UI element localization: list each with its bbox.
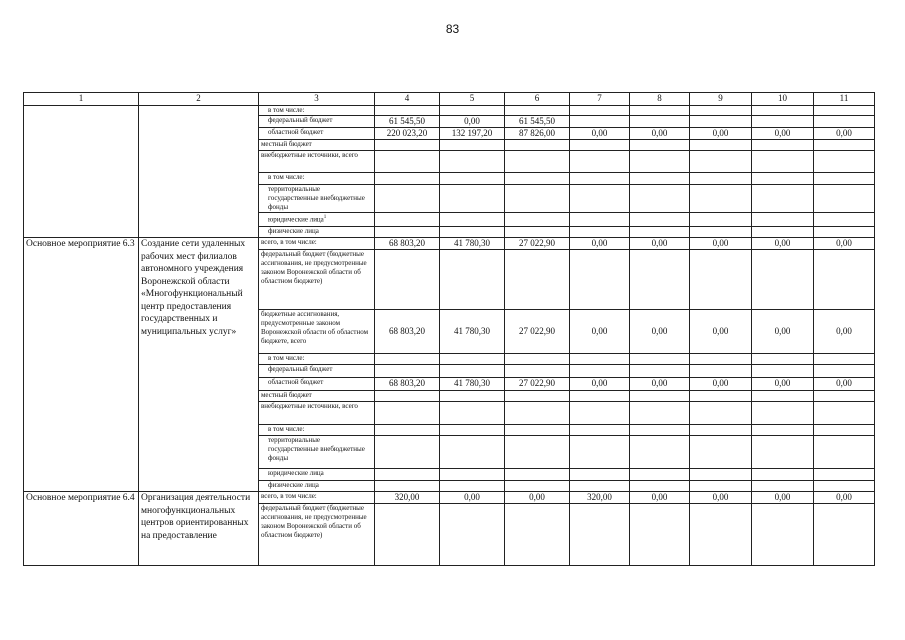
value-cell	[505, 425, 570, 436]
value-cell	[814, 354, 875, 365]
value-cell	[440, 185, 505, 213]
funding-source: внебюджетные источники, всего	[259, 402, 375, 425]
funding-source: всего, в том числе:	[259, 238, 375, 250]
funding-source: внебюджетные источники, всего	[259, 151, 375, 173]
value-cell	[440, 227, 505, 238]
value-cell	[814, 106, 875, 116]
value-cell	[505, 173, 570, 185]
value-cell	[375, 365, 440, 378]
value-cell	[630, 425, 690, 436]
value-cell: 0,00	[814, 310, 875, 354]
value-cell	[505, 391, 570, 402]
value-cell	[505, 354, 570, 365]
value-cell	[752, 250, 814, 310]
value-cell	[505, 151, 570, 173]
funding-source: местный бюджет	[259, 140, 375, 151]
value-cell	[752, 402, 814, 425]
measure-name: Основное мероприятие 6.3	[24, 238, 139, 492]
value-cell	[440, 213, 505, 227]
value-cell	[630, 227, 690, 238]
value-cell	[505, 185, 570, 213]
value-cell	[505, 365, 570, 378]
value-cell	[505, 436, 570, 469]
value-cell: 320,00	[570, 492, 630, 504]
value-cell	[440, 469, 505, 481]
value-cell: 0,00	[752, 492, 814, 504]
value-cell: 0,00	[690, 378, 752, 391]
budget-table	[23, 92, 875, 566]
value-cell: 27 022,90	[505, 238, 570, 250]
value-cell	[375, 402, 440, 425]
value-cell	[814, 425, 875, 436]
value-cell	[570, 213, 630, 227]
value-cell: 0,00	[630, 310, 690, 354]
column-header: 9	[690, 93, 752, 106]
value-cell	[440, 151, 505, 173]
value-cell	[440, 354, 505, 365]
value-cell	[570, 354, 630, 365]
page-number: 83	[445, 22, 460, 36]
funding-source	[259, 213, 375, 227]
value-cell	[570, 391, 630, 402]
value-cell	[440, 481, 505, 492]
value-cell: 220 023,20	[375, 128, 440, 140]
table-row	[24, 238, 875, 250]
value-cell	[814, 436, 875, 469]
value-cell	[570, 436, 630, 469]
value-cell	[440, 365, 505, 378]
value-cell	[505, 106, 570, 116]
value-cell	[752, 504, 814, 566]
value-cell	[814, 151, 875, 173]
value-cell	[440, 140, 505, 151]
value-cell: 61 545,50	[505, 116, 570, 128]
value-cell	[375, 227, 440, 238]
value-cell	[440, 106, 505, 116]
value-cell: 0,00	[570, 310, 630, 354]
value-cell	[505, 250, 570, 310]
value-cell	[570, 425, 630, 436]
value-cell	[630, 116, 690, 128]
funding-source: в том числе:	[259, 106, 375, 116]
value-cell	[630, 469, 690, 481]
value-cell: 68 803,20	[375, 310, 440, 354]
value-cell	[375, 354, 440, 365]
value-cell	[570, 227, 630, 238]
value-cell	[440, 504, 505, 566]
value-cell: 0,00	[690, 492, 752, 504]
value-cell	[440, 402, 505, 425]
value-cell: 0,00	[630, 492, 690, 504]
value-cell	[752, 365, 814, 378]
funding-source: областной бюджет	[259, 128, 375, 140]
value-cell	[690, 250, 752, 310]
value-cell	[375, 173, 440, 185]
value-cell: 0,00	[690, 310, 752, 354]
column-header: 2	[139, 93, 259, 106]
measure-description: Создание сети удаленных рабочих мест филиалов автономного учреждения Воронежской области «Многофункциональный центр предоставления государственных и муниципальных услуг»	[139, 238, 259, 492]
value-cell: 0,00	[814, 238, 875, 250]
value-cell	[505, 481, 570, 492]
table-row	[24, 492, 875, 504]
value-cell	[690, 391, 752, 402]
value-cell	[690, 425, 752, 436]
value-cell	[752, 140, 814, 151]
value-cell	[570, 469, 630, 481]
value-cell	[630, 213, 690, 227]
value-cell: 0,00	[630, 128, 690, 140]
value-cell	[690, 116, 752, 128]
value-cell: 0,00	[570, 238, 630, 250]
value-cell	[440, 436, 505, 469]
value-cell	[752, 227, 814, 238]
value-cell	[630, 436, 690, 469]
value-cell	[690, 365, 752, 378]
value-cell: 61 545,50	[375, 116, 440, 128]
funding-source: федеральный бюджет (бюджетные ассигнования, не предусмотренные законом Воронежской области об областном бюджете)	[259, 250, 375, 310]
funding-source: территориальные государственные внебюджетные фонды	[259, 436, 375, 469]
column-header: 3	[259, 93, 375, 106]
value-cell	[630, 354, 690, 365]
value-cell	[690, 504, 752, 566]
value-cell	[630, 106, 690, 116]
column-header: 4	[375, 93, 440, 106]
value-cell	[630, 402, 690, 425]
value-cell	[814, 173, 875, 185]
funding-source: юридические лица	[259, 469, 375, 481]
value-cell	[752, 151, 814, 173]
column-header: 10	[752, 93, 814, 106]
value-cell	[440, 173, 505, 185]
value-cell	[375, 106, 440, 116]
value-cell: 0,00	[630, 378, 690, 391]
value-cell: 0,00	[440, 492, 505, 504]
value-cell: 68 803,20	[375, 238, 440, 250]
value-cell	[814, 116, 875, 128]
value-cell	[690, 140, 752, 151]
value-cell: 0,00	[570, 378, 630, 391]
value-cell	[752, 481, 814, 492]
column-header: 5	[440, 93, 505, 106]
value-cell	[814, 391, 875, 402]
value-cell: 132 197,20	[440, 128, 505, 140]
value-cell	[690, 185, 752, 213]
value-cell	[752, 116, 814, 128]
value-cell	[690, 151, 752, 173]
value-cell	[375, 425, 440, 436]
funding-source: в том числе:	[259, 425, 375, 436]
value-cell	[814, 213, 875, 227]
value-cell	[752, 185, 814, 213]
value-cell	[570, 151, 630, 173]
value-cell: 87 826,00	[505, 128, 570, 140]
value-cell	[630, 504, 690, 566]
value-cell	[570, 185, 630, 213]
funding-source: федеральный бюджет	[259, 116, 375, 128]
value-cell	[570, 116, 630, 128]
value-cell	[814, 469, 875, 481]
value-cell	[505, 140, 570, 151]
value-cell	[505, 227, 570, 238]
value-cell	[752, 354, 814, 365]
funding-source: областной бюджет	[259, 378, 375, 391]
value-cell	[752, 173, 814, 185]
value-cell	[690, 436, 752, 469]
value-cell	[505, 213, 570, 227]
value-cell	[570, 250, 630, 310]
value-cell	[440, 250, 505, 310]
value-cell	[690, 227, 752, 238]
value-cell	[752, 391, 814, 402]
value-cell	[630, 365, 690, 378]
value-cell: 0,00	[752, 128, 814, 140]
value-cell	[375, 140, 440, 151]
value-cell: 0,00	[814, 128, 875, 140]
value-cell	[375, 213, 440, 227]
funding-source: физические лица	[259, 481, 375, 492]
value-cell	[752, 213, 814, 227]
value-cell: 320,00	[375, 492, 440, 504]
value-cell	[690, 106, 752, 116]
value-cell	[814, 227, 875, 238]
value-cell	[375, 185, 440, 213]
value-cell	[690, 481, 752, 492]
value-cell: 41 780,30	[440, 378, 505, 391]
value-cell: 0,00	[690, 238, 752, 250]
value-cell	[690, 213, 752, 227]
funding-source: в том числе:	[259, 354, 375, 365]
column-header: 8	[630, 93, 690, 106]
value-cell	[690, 354, 752, 365]
column-header: 6	[505, 93, 570, 106]
value-cell	[690, 173, 752, 185]
value-cell: 0,00	[505, 492, 570, 504]
value-cell	[752, 106, 814, 116]
funding-source: бюджетные ассигнования, предусмотренные законом Воронежской области об областном бюджете, всего	[259, 310, 375, 354]
value-cell	[752, 425, 814, 436]
value-cell	[375, 481, 440, 492]
value-cell	[814, 365, 875, 378]
value-cell	[690, 469, 752, 481]
funding-source: всего, в том числе:	[259, 492, 375, 504]
header-row	[24, 93, 875, 106]
measure-description	[139, 106, 259, 238]
value-cell	[375, 469, 440, 481]
value-cell	[375, 504, 440, 566]
value-cell	[570, 173, 630, 185]
value-cell	[752, 436, 814, 469]
value-cell: 27 022,90	[505, 310, 570, 354]
value-cell	[375, 250, 440, 310]
column-header: 1	[24, 93, 139, 106]
value-cell	[505, 402, 570, 425]
value-cell	[814, 140, 875, 151]
value-cell	[690, 402, 752, 425]
row-label: юридические лица	[268, 215, 324, 224]
value-cell	[752, 469, 814, 481]
value-cell: 0,00	[440, 116, 505, 128]
value-cell	[814, 402, 875, 425]
footnote-mark: 1	[323, 215, 327, 220]
column-header: 7	[570, 93, 630, 106]
value-cell	[630, 391, 690, 402]
value-cell	[440, 425, 505, 436]
value-cell: 0,00	[570, 128, 630, 140]
value-cell	[570, 504, 630, 566]
value-cell: 0,00	[752, 310, 814, 354]
measure-description: Организация деятельности многофункциональных центров ориентированных на предоставление	[139, 492, 259, 566]
funding-source: федеральный бюджет (бюджетные ассигнования, не предусмотренные законом Воронежской области об областном бюджете)	[259, 504, 375, 566]
value-cell	[570, 140, 630, 151]
value-cell: 41 780,30	[440, 310, 505, 354]
funding-source: федеральный бюджет	[259, 365, 375, 378]
value-cell	[630, 250, 690, 310]
value-cell	[375, 151, 440, 173]
funding-source: физические лица	[259, 227, 375, 238]
value-cell	[375, 391, 440, 402]
value-cell: 0,00	[630, 238, 690, 250]
value-cell: 27 022,90	[505, 378, 570, 391]
table-row	[24, 106, 875, 116]
value-cell	[814, 481, 875, 492]
value-cell	[814, 250, 875, 310]
value-cell	[440, 391, 505, 402]
measure-name: Основное мероприятие 6.4	[24, 492, 139, 566]
value-cell	[505, 504, 570, 566]
value-cell: 0,00	[814, 492, 875, 504]
value-cell	[630, 481, 690, 492]
value-cell: 0,00	[752, 238, 814, 250]
value-cell: 0,00	[690, 128, 752, 140]
value-cell	[570, 365, 630, 378]
value-cell	[814, 504, 875, 566]
funding-source: территориальные государственные внебюджетные фонды	[259, 185, 375, 213]
value-cell	[630, 185, 690, 213]
funding-source: в том числе:	[259, 173, 375, 185]
value-cell	[814, 185, 875, 213]
value-cell	[630, 151, 690, 173]
measure-name	[24, 106, 139, 238]
value-cell: 68 803,20	[375, 378, 440, 391]
value-cell: 41 780,30	[440, 238, 505, 250]
value-cell	[570, 402, 630, 425]
value-cell	[375, 436, 440, 469]
value-cell	[630, 140, 690, 151]
column-header: 11	[814, 93, 875, 106]
value-cell	[570, 481, 630, 492]
value-cell	[505, 469, 570, 481]
value-cell	[630, 173, 690, 185]
value-cell	[570, 106, 630, 116]
funding-source: местный бюджет	[259, 391, 375, 402]
value-cell: 0,00	[752, 378, 814, 391]
value-cell: 0,00	[814, 378, 875, 391]
